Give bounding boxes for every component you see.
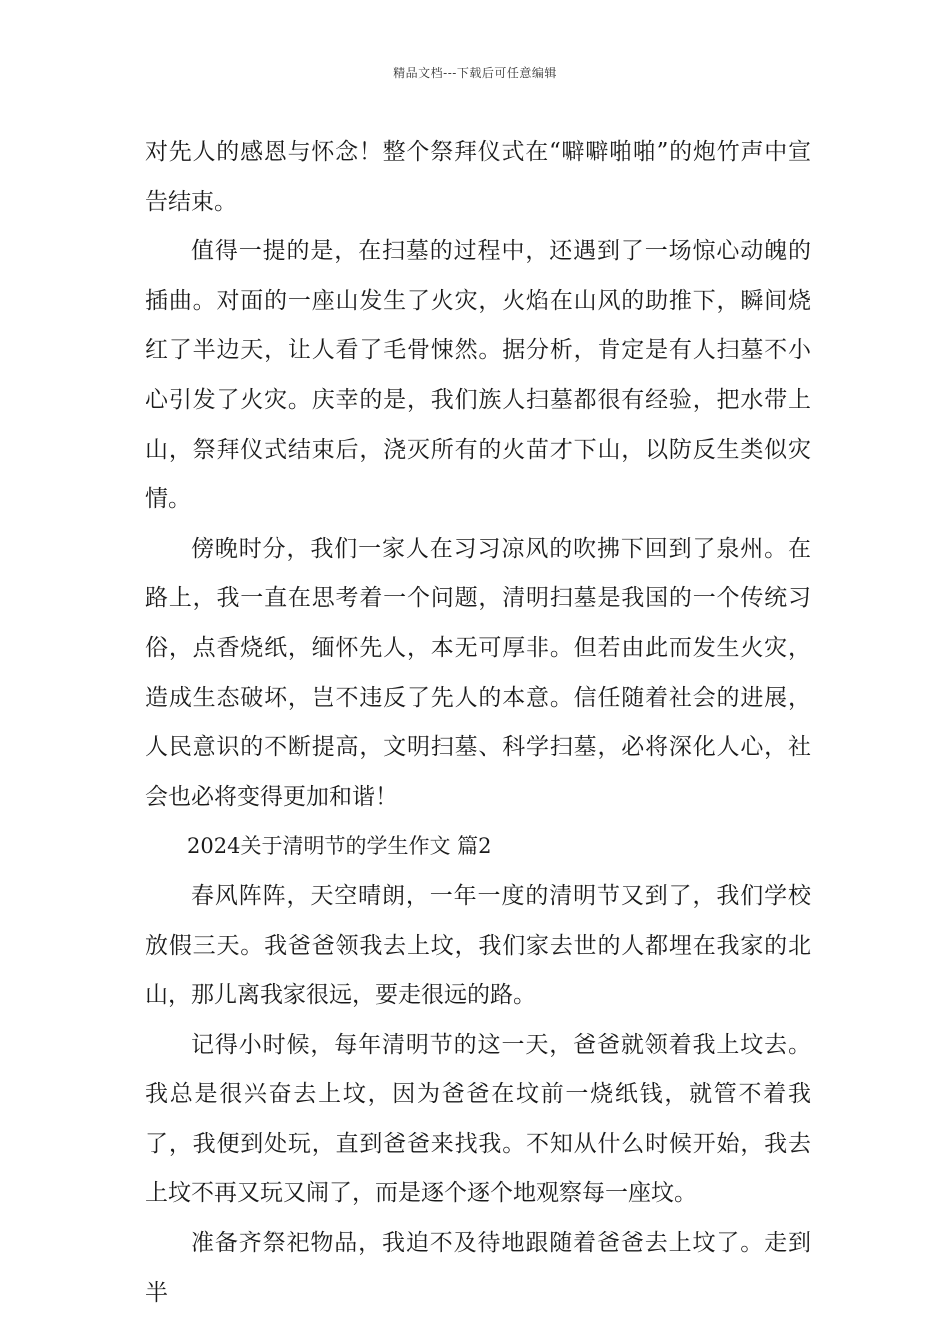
paragraph-childhood-memory: 记得小时候，每年清明节的这一天，爸爸就领着我上坟去。我总是很兴奋去上坟，因为爸爸在坟前一烧纸钱，就管不着我了，我便到处玩，直到爸爸来找我。不知从什么时候开始，我去上坟不再又玩又闹了，而是逐个逐个地观察每一座坟。 (145, 1031, 811, 1207)
document-body (145, 128, 811, 1318)
paragraph-spring-breeze: 春风阵阵，天空晴朗，一年一度的清明节又到了，我们学校放假三天。我爸爸领我去上坟，我们家去世的人都埋在我家的北山，那儿离我家很远，要走很远的路。 (145, 882, 811, 1009)
paragraph-preparation: 准备齐祭祀物品，我迫不及待地跟随着爸爸去上坟了。走到半 (145, 1230, 811, 1306)
page-header: 精品文档---下载后可任意编辑 (393, 66, 557, 80)
paragraph-fire-incident: 值得一提的是，在扫墓的过程中，还遇到了一场惊心动魄的插曲。对面的一座山发生了火灾，火焰在山风的助推下，瞬间烧红了半边天，让人看了毛骨悚然。据分析，肯定是有人扫墓不小心引发了火灾。庆幸的是，我们族人扫墓都很有经验，把水带上山，祭拜仪式结束后，浇灭所有的火苗才下山，以防反生类似灾情。 (145, 238, 811, 513)
paragraph-continuation: 对先人的感恩与怀念！整个祭拜仪式在“噼噼啪啪”的炮竹声中宣告结束。 (145, 139, 811, 215)
paragraph-evening-return: 傍晚时分，我们一家人在习习凉风的吹拂下回到了泉州。在路上，我一直在思考着一个问题，清明扫墓是我国的一个传统习俗，点香烧纸，缅怀先人，本无可厚非。但若由此而发生火灾，造成生态破坏，岂不违反了先人的本意。信任随着社会的进展，人民意识的不断提高，文明扫墓、科学扫墓，必将深化人心，社会也必将变得更加和谐！ (145, 535, 811, 810)
essay-subtitle: 2024关于清明节的学生作文 篇2 (187, 834, 492, 859)
